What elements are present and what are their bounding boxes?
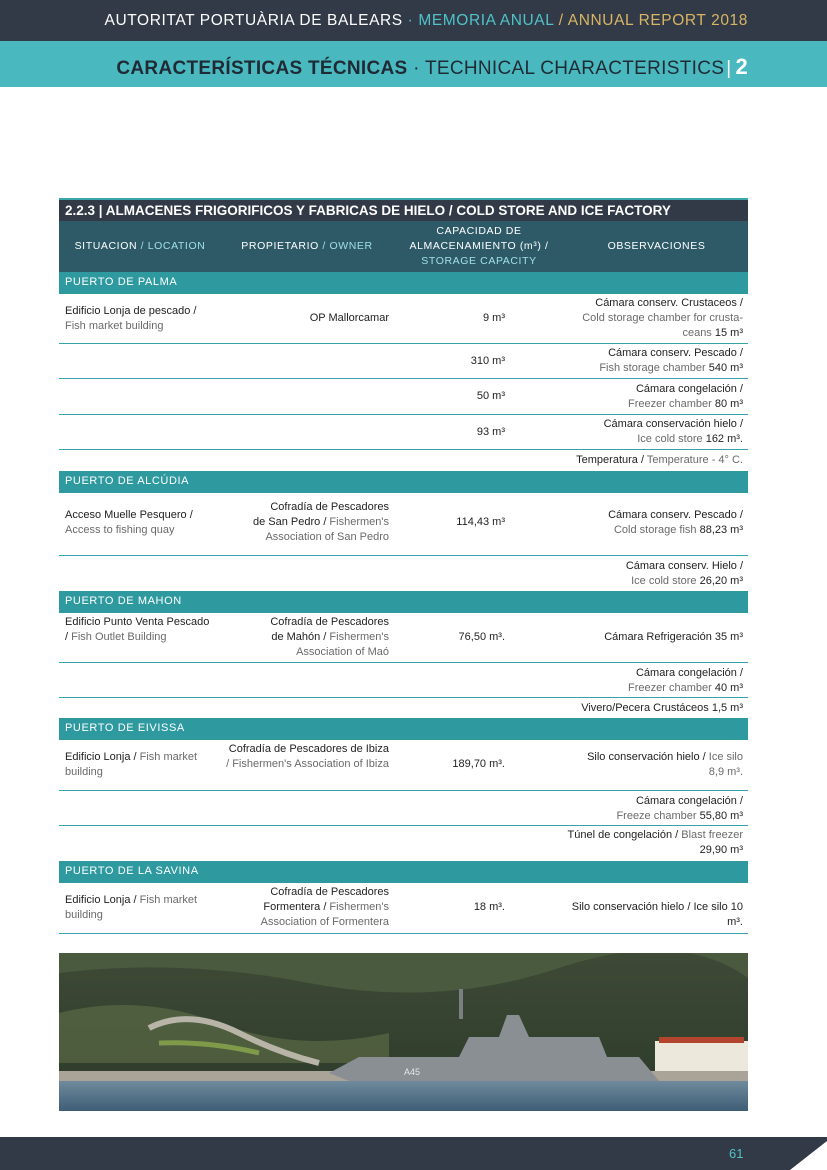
cell-capacity: 18 m³.	[473, 901, 505, 913]
obs-en: Freeze chamber	[616, 810, 697, 822]
table-row	[59, 883, 748, 934]
obs-es: Cámara conserv. Pescado /	[608, 509, 743, 521]
cell-owner: OP Mallorcamar	[309, 312, 389, 324]
table-row	[59, 698, 748, 718]
location-en: Access to fishing quay	[65, 524, 175, 536]
section-number: 2	[735, 54, 748, 79]
obs-value: 88,23 m³	[696, 524, 743, 536]
obs-value: 40 m³	[711, 682, 743, 694]
obs-es: Cámara conserv. Hielo /	[625, 560, 743, 572]
cell-observations	[559, 559, 743, 589]
cell-capacity: 114,43 m³	[456, 516, 505, 528]
cell-owner	[221, 742, 389, 772]
water	[59, 1081, 748, 1111]
obs-value: 10 m³.	[727, 901, 743, 928]
obs-es: Cámara congelación /	[635, 667, 743, 679]
cell-owner	[221, 615, 389, 660]
obs-en: Ice cold store	[637, 433, 703, 445]
cell-observations	[559, 382, 743, 412]
cell-capacity: 9 m³	[483, 312, 505, 324]
header-capacity-l1: CAPACIDAD DE	[436, 225, 522, 237]
owner-es-1: Cofradía de Pescadores	[270, 886, 389, 898]
header-slash: /	[553, 12, 568, 29]
owner-en: Fishermen's Association of Maó	[296, 631, 389, 658]
cell-location	[65, 750, 215, 780]
header-location	[59, 221, 221, 272]
footer-corner-stripe	[0, 1137, 827, 1170]
obs-value: 80 m³	[711, 398, 743, 410]
obs-value: 8,9 m³.	[708, 766, 743, 778]
location-es: Edificio Punto Venta Pescado /	[65, 616, 210, 643]
cell-observations: Vivero/Pecera Crustáceos 1,5 m³	[581, 702, 743, 714]
annual-report-label: ANNUAL REPORT 2018	[567, 12, 748, 29]
header-capacity-l2: ALMACENAMIENTO (m³) /	[409, 240, 549, 252]
cell-owner	[221, 885, 389, 930]
obs-en: Freezer chamber	[628, 398, 712, 410]
section-bar: |	[726, 58, 732, 79]
location-en: Fish market building	[65, 751, 198, 778]
table-row	[59, 663, 748, 698]
section-title	[116, 54, 748, 80]
table-title: 2.2.3 | ALMACENES FRIGORIFICOS Y FABRICAS DE HIELO / COLD STORE AND ICE FACTORY	[59, 198, 748, 221]
location-es: Edificio Lonja /	[65, 894, 137, 906]
location-en: Fish market building	[65, 894, 198, 921]
cell-observations	[559, 750, 743, 780]
table-row	[59, 791, 748, 826]
location-en: Fish market building	[65, 320, 164, 332]
owner-es: Cofradía de Pescadores de Ibiza	[228, 743, 389, 755]
hull-number: A45	[404, 1067, 421, 1077]
table-row	[59, 344, 748, 379]
cell-observations	[559, 828, 743, 858]
port-header-savina: PUERTO DE LA SAVINA	[59, 861, 748, 883]
cell-location	[65, 304, 215, 334]
header-owner	[221, 221, 393, 272]
location-es: Edificio Lonja de pescado /	[65, 305, 197, 317]
location-es: Acceso Muelle Pesquero /	[65, 509, 193, 521]
obs-es: Cámara conservación hielo /	[603, 418, 743, 430]
table-row	[59, 613, 748, 663]
port-header-alcudia: PUERTO DE ALCÚDIA	[59, 471, 748, 493]
header-observations: OBSERVACIONES	[607, 240, 706, 252]
port-header-mahon: PUERTO DE MAHON	[59, 591, 748, 613]
cold-store-table	[59, 198, 748, 934]
owner-es-2: de Mahón /	[271, 631, 327, 643]
owner-en: Fishermen's Association of Formentera	[260, 901, 389, 928]
cell-capacity: 50 m³	[476, 390, 505, 402]
table-row	[59, 493, 748, 556]
obs-value: 26,20 m³	[696, 575, 743, 587]
harbour-ship-photo	[59, 953, 748, 1111]
memoria-anual-label: MEMORIA ANUAL	[418, 12, 554, 29]
location-es: Edificio Lonja /	[65, 751, 137, 763]
port-header-palma: PUERTO DE PALMA	[59, 272, 748, 294]
obs-en: Cold storage fish	[613, 524, 697, 536]
cell-location	[65, 508, 215, 538]
cell-capacity: 93 m³	[476, 426, 505, 438]
header-capacity	[393, 221, 565, 272]
obs-value: 162 m³.	[702, 433, 743, 445]
cell-observations	[559, 346, 743, 376]
obs-es: Túnel de congelación /	[567, 829, 679, 841]
section-title-dot: ·	[407, 58, 425, 79]
section-header-bar	[0, 41, 827, 87]
obs-es: Cámara congelación /	[635, 795, 743, 807]
obs-value: 29,90 m³	[699, 844, 743, 856]
table-row	[59, 826, 748, 861]
cell-observations	[559, 417, 743, 447]
cell-location	[65, 893, 215, 923]
page-number: 61	[729, 1146, 744, 1161]
obs-en: Freezer chamber	[628, 682, 712, 694]
ship-mast	[459, 989, 463, 1019]
port-header-eivissa: PUERTO DE EIVISSA	[59, 718, 748, 740]
owner-en: / Fishermen's Association of Ibiza	[226, 758, 389, 770]
cell-capacity: 76,50 m³.	[458, 631, 505, 643]
header-capacity-l3: STORAGE CAPACITY	[421, 255, 537, 267]
obs-en: Blast freezer	[678, 829, 743, 841]
header-location-en: / LOCATION	[137, 240, 206, 252]
obs-en: Temperature - 4° C.	[644, 454, 743, 466]
obs-en: Ice silo	[705, 751, 743, 763]
org-name: AUTORITAT PORTUÀRIA DE BALEARS	[104, 12, 403, 29]
header-location-es: SITUACION	[74, 240, 138, 252]
obs-es: Silo conservación hielo /	[587, 751, 706, 763]
obs-es: Cámara conserv. Crustaceos /	[595, 297, 743, 309]
cell-observations	[559, 296, 743, 341]
obs-en: Fish storage chamber	[599, 362, 706, 374]
table-row	[59, 740, 748, 791]
obs-en: Cold storage chamber for crusta-ceans	[582, 312, 743, 339]
header-separator: ·	[402, 12, 419, 29]
building-roof	[659, 1037, 744, 1043]
cell-observations: Cámara Refrigeración 35 m³	[604, 631, 743, 643]
harbour-illustration	[59, 953, 748, 1111]
header-owner-es: PROPIETARIO	[241, 240, 319, 252]
location-en: Fish Outlet Building	[68, 631, 167, 643]
footer-bar	[0, 1137, 827, 1170]
obs-es: Cámara conserv. Pescado /	[608, 347, 743, 359]
cell-observations	[559, 453, 743, 468]
cell-observations	[559, 794, 743, 824]
owner-es-1: Cofradía de Pescadores	[270, 501, 389, 513]
section-title-es: CARACTERÍSTICAS TÉCNICAS	[116, 58, 408, 79]
table-header-row	[59, 221, 748, 272]
owner-es-2: Formentera /	[263, 901, 327, 913]
obs-es: Cámara congelación /	[635, 383, 743, 395]
obs-en: Ice silo	[690, 901, 728, 913]
cell-observations	[559, 900, 743, 930]
cell-observations	[559, 508, 743, 538]
obs-en: Ice cold store	[631, 575, 697, 587]
table-row	[59, 556, 748, 591]
section-title-en: TECHNICAL CHARACTERISTICS	[424, 58, 725, 79]
obs-value: 540 m³	[705, 362, 743, 374]
obs-es: Temperatura /	[576, 454, 645, 466]
corner-stripe-shape	[790, 1141, 827, 1170]
obs-es: Silo conservación hielo /	[571, 901, 691, 913]
report-title-line	[105, 12, 748, 30]
owner-en: Fishermen's Association of San Pedro	[265, 516, 389, 543]
owner-es-1: Cofradía de Pescadores	[270, 616, 389, 628]
cell-owner	[221, 500, 389, 545]
header-owner-en: / OWNER	[318, 240, 373, 252]
obs-value: 15 m³	[711, 327, 743, 339]
table-row	[59, 415, 748, 450]
cell-observations	[559, 666, 743, 696]
top-header-bar	[0, 0, 827, 41]
obs-value: 55,80 m³	[696, 810, 743, 822]
owner-es-2: de San Pedro /	[252, 516, 327, 528]
table-row	[59, 450, 748, 471]
table-row	[59, 294, 748, 344]
table-row	[59, 379, 748, 415]
cell-capacity: 310 m³	[470, 355, 505, 367]
cell-capacity: 189,70 m³.	[452, 758, 505, 770]
cell-location	[65, 615, 215, 645]
